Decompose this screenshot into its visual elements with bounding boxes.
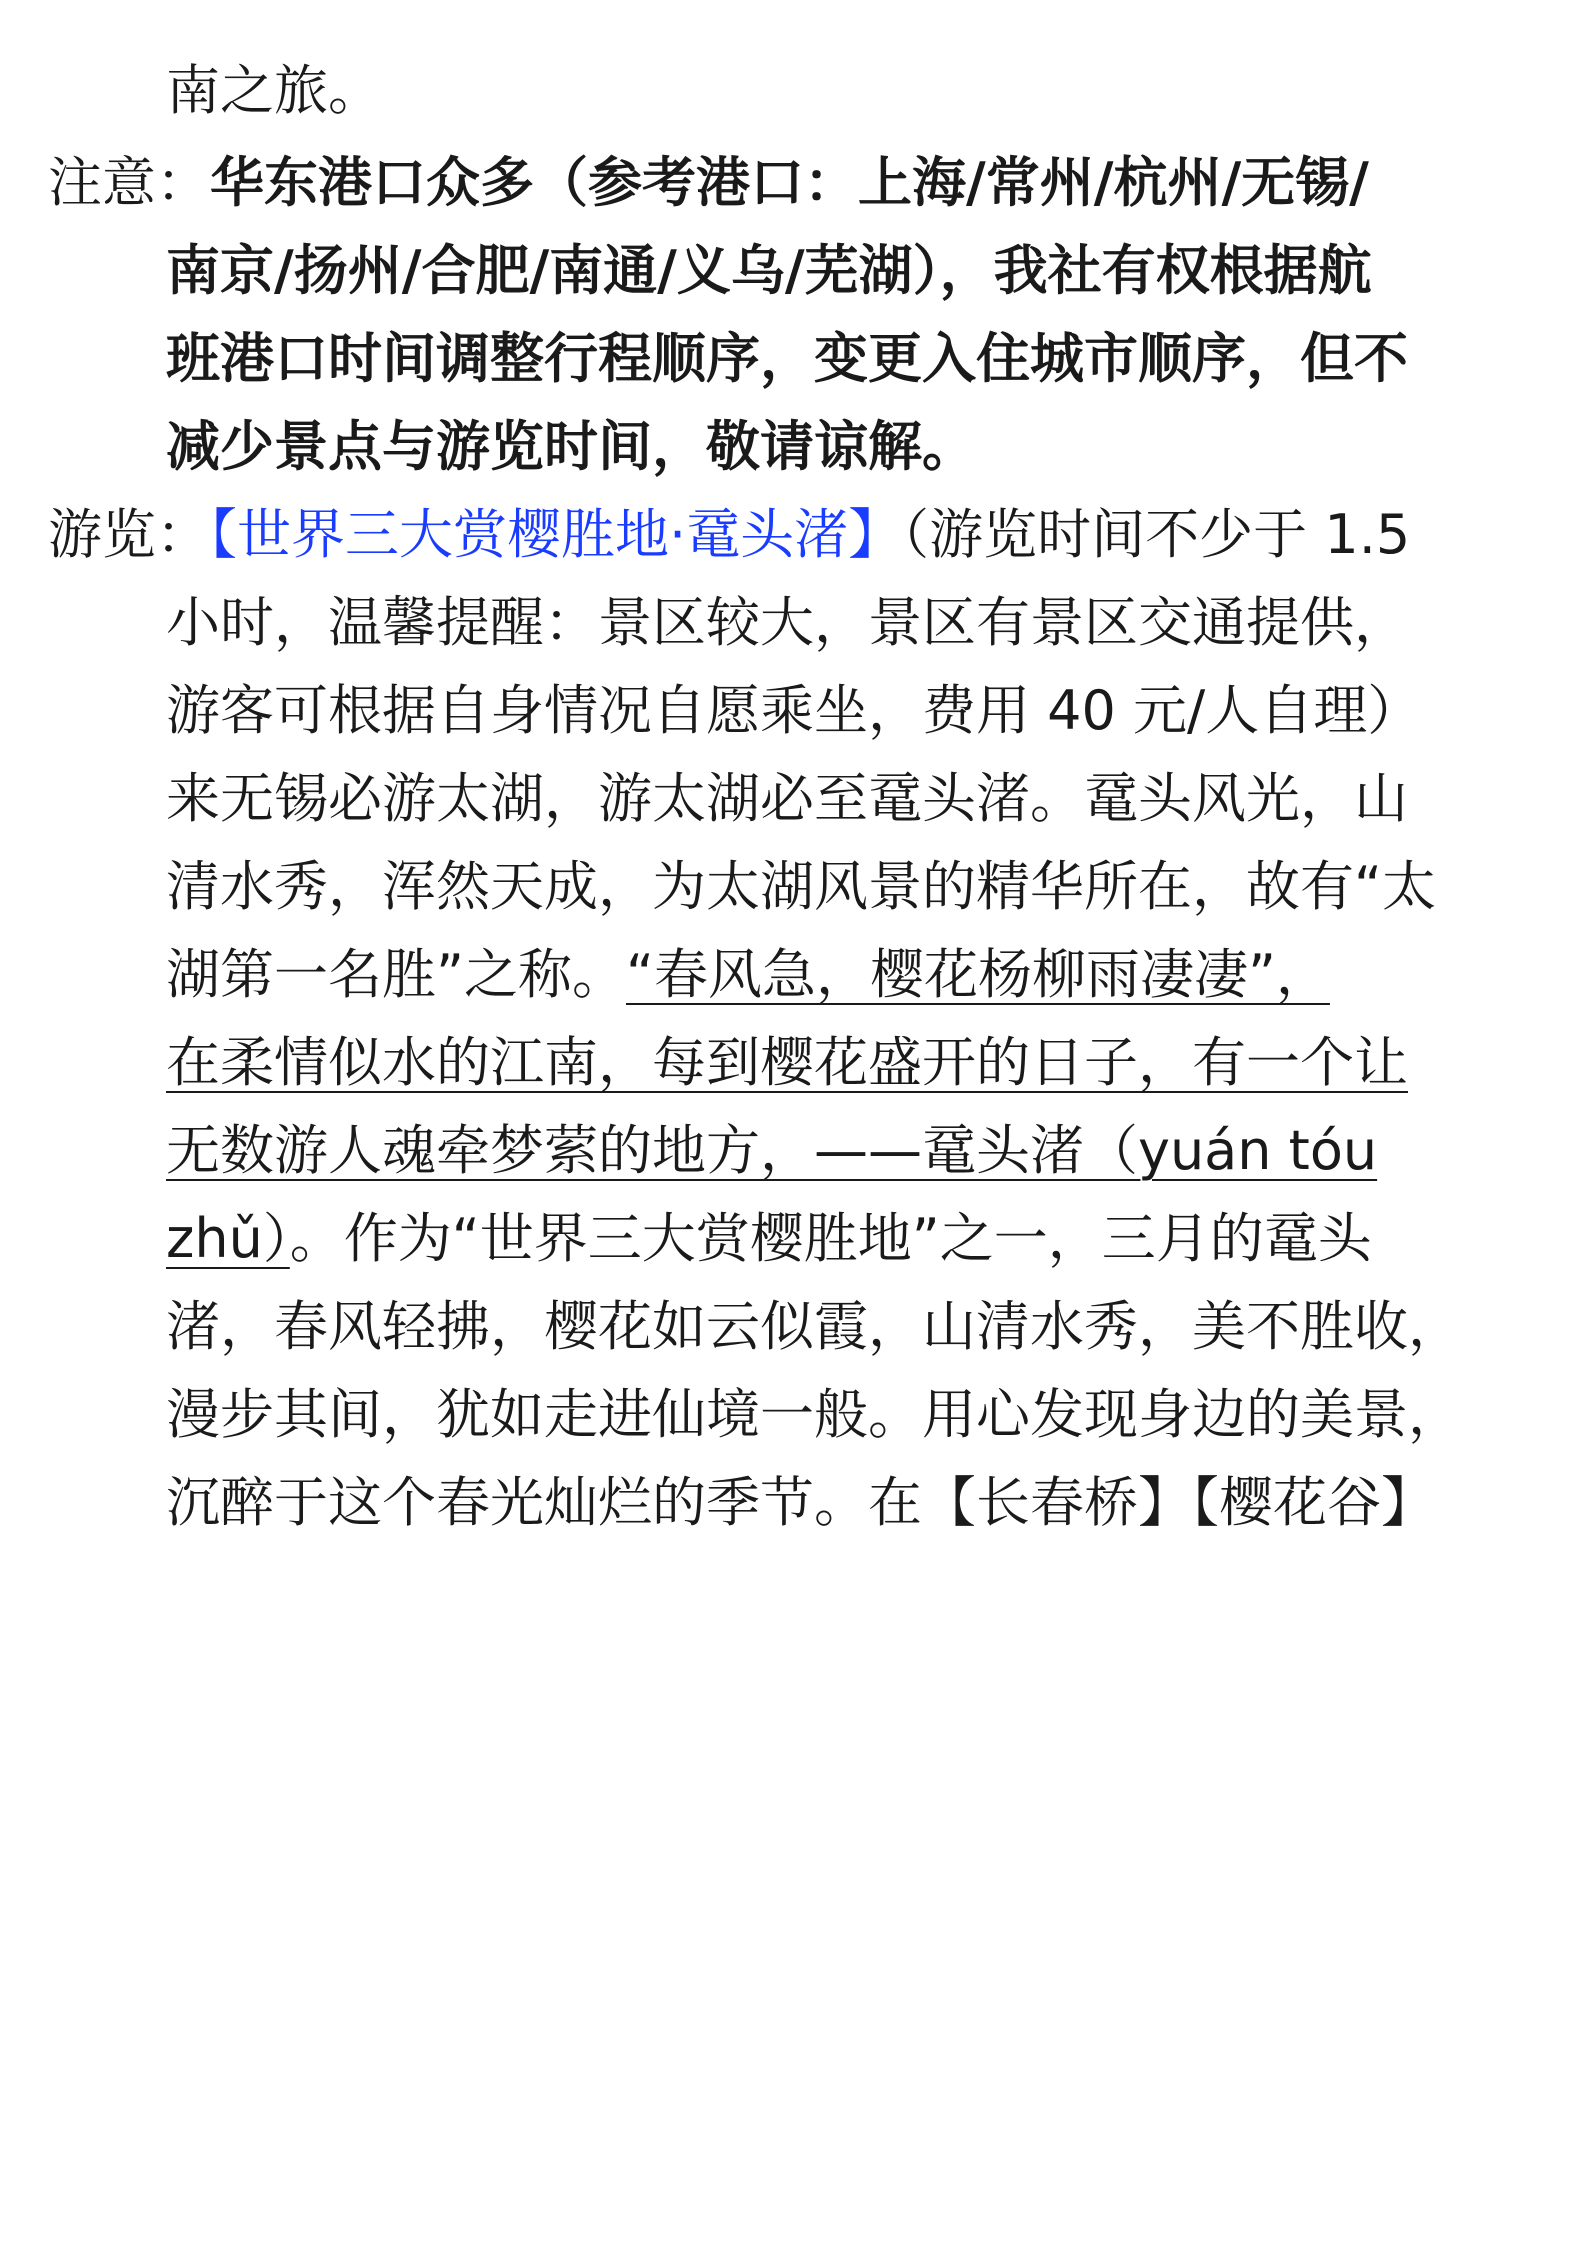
paragraph-text: 清水秀，浑然天成，为太湖风景的精华所在，故有“太 [166,855,1436,918]
tour-line [166,680,1421,742]
paragraph-text: 湖第一名胜”之称。 [166,943,626,1006]
paragraph-line [166,856,1436,918]
text-line [166,60,382,122]
notice-line [166,240,1372,302]
paragraph-text: 。作为“世界三大赏樱胜地”之一，三月的鼋头 [289,1207,1372,1270]
paragraph-line [166,1032,1408,1094]
paragraph-line [166,1208,1372,1270]
paragraph-line [166,1120,1377,1182]
notice-line [166,328,1408,390]
paragraph-line [166,944,1330,1006]
notice-text: 华东港口众多（参考港口：上海/常州/杭州/无锡/ [210,151,1369,214]
notice-text: 南京/扬州/合肥/南通/义乌/芜湖），我社有权根据航 [166,239,1372,302]
paragraph-line [166,1472,1435,1534]
paragraph-line [166,768,1408,830]
notice-line [166,416,976,478]
paragraph-text: 渚，春风轻拂，樱花如云似霞，山清水秀，美不胜收， [166,1295,1462,1358]
tour-text: 小时，温馨提醒：景区较大，景区有景区交通提供， [166,591,1408,654]
attraction-link[interactable]: 【世界三大赏樱胜地·鼋头渚】 [210,503,903,566]
paragraph-text: 沉醉于这个春光灿烂的季节。在【长春桥】【樱花谷】 [166,1471,1435,1534]
paragraph-text: 漫步其间，犹如走进仙境一般。用心发现身边的美景， [166,1383,1462,1446]
tour-text: 游客可根据自身情况自愿乘坐，费用 40 元/人自理） [166,679,1422,742]
text-span: 南之旅。 [166,59,382,122]
notice-text: 减少景点与游览时间，敬请谅解。 [166,415,976,478]
notice-label: 注意： [48,151,210,214]
notice-text: 班港口时间调整行程顺序，变更入住城市顺序，但不 [166,327,1408,390]
paragraph-text: 来无锡必游太湖，游太湖必至鼋头渚。鼋头风光，山 [166,767,1408,830]
paragraph-line [166,1296,1462,1358]
tour-line [48,504,1410,566]
tour-line [166,592,1408,654]
underlined-text: 在柔情似水的江南，每到樱花盛开的日子，有一个让 [166,1031,1408,1094]
paragraph-line [166,1384,1462,1446]
underlined-text: 无数游人魂牵梦萦的地方，——鼋头渚（yuán tóu [166,1119,1378,1182]
underlined-text: zhǔ） [166,1207,290,1270]
tour-label: 游览： [48,503,210,566]
tour-text: （游览时间不少于 1.5 [902,503,1411,566]
notice-line [48,152,1369,214]
underlined-text: “春风急，樱花杨柳雨凄凄”， [625,943,1330,1006]
